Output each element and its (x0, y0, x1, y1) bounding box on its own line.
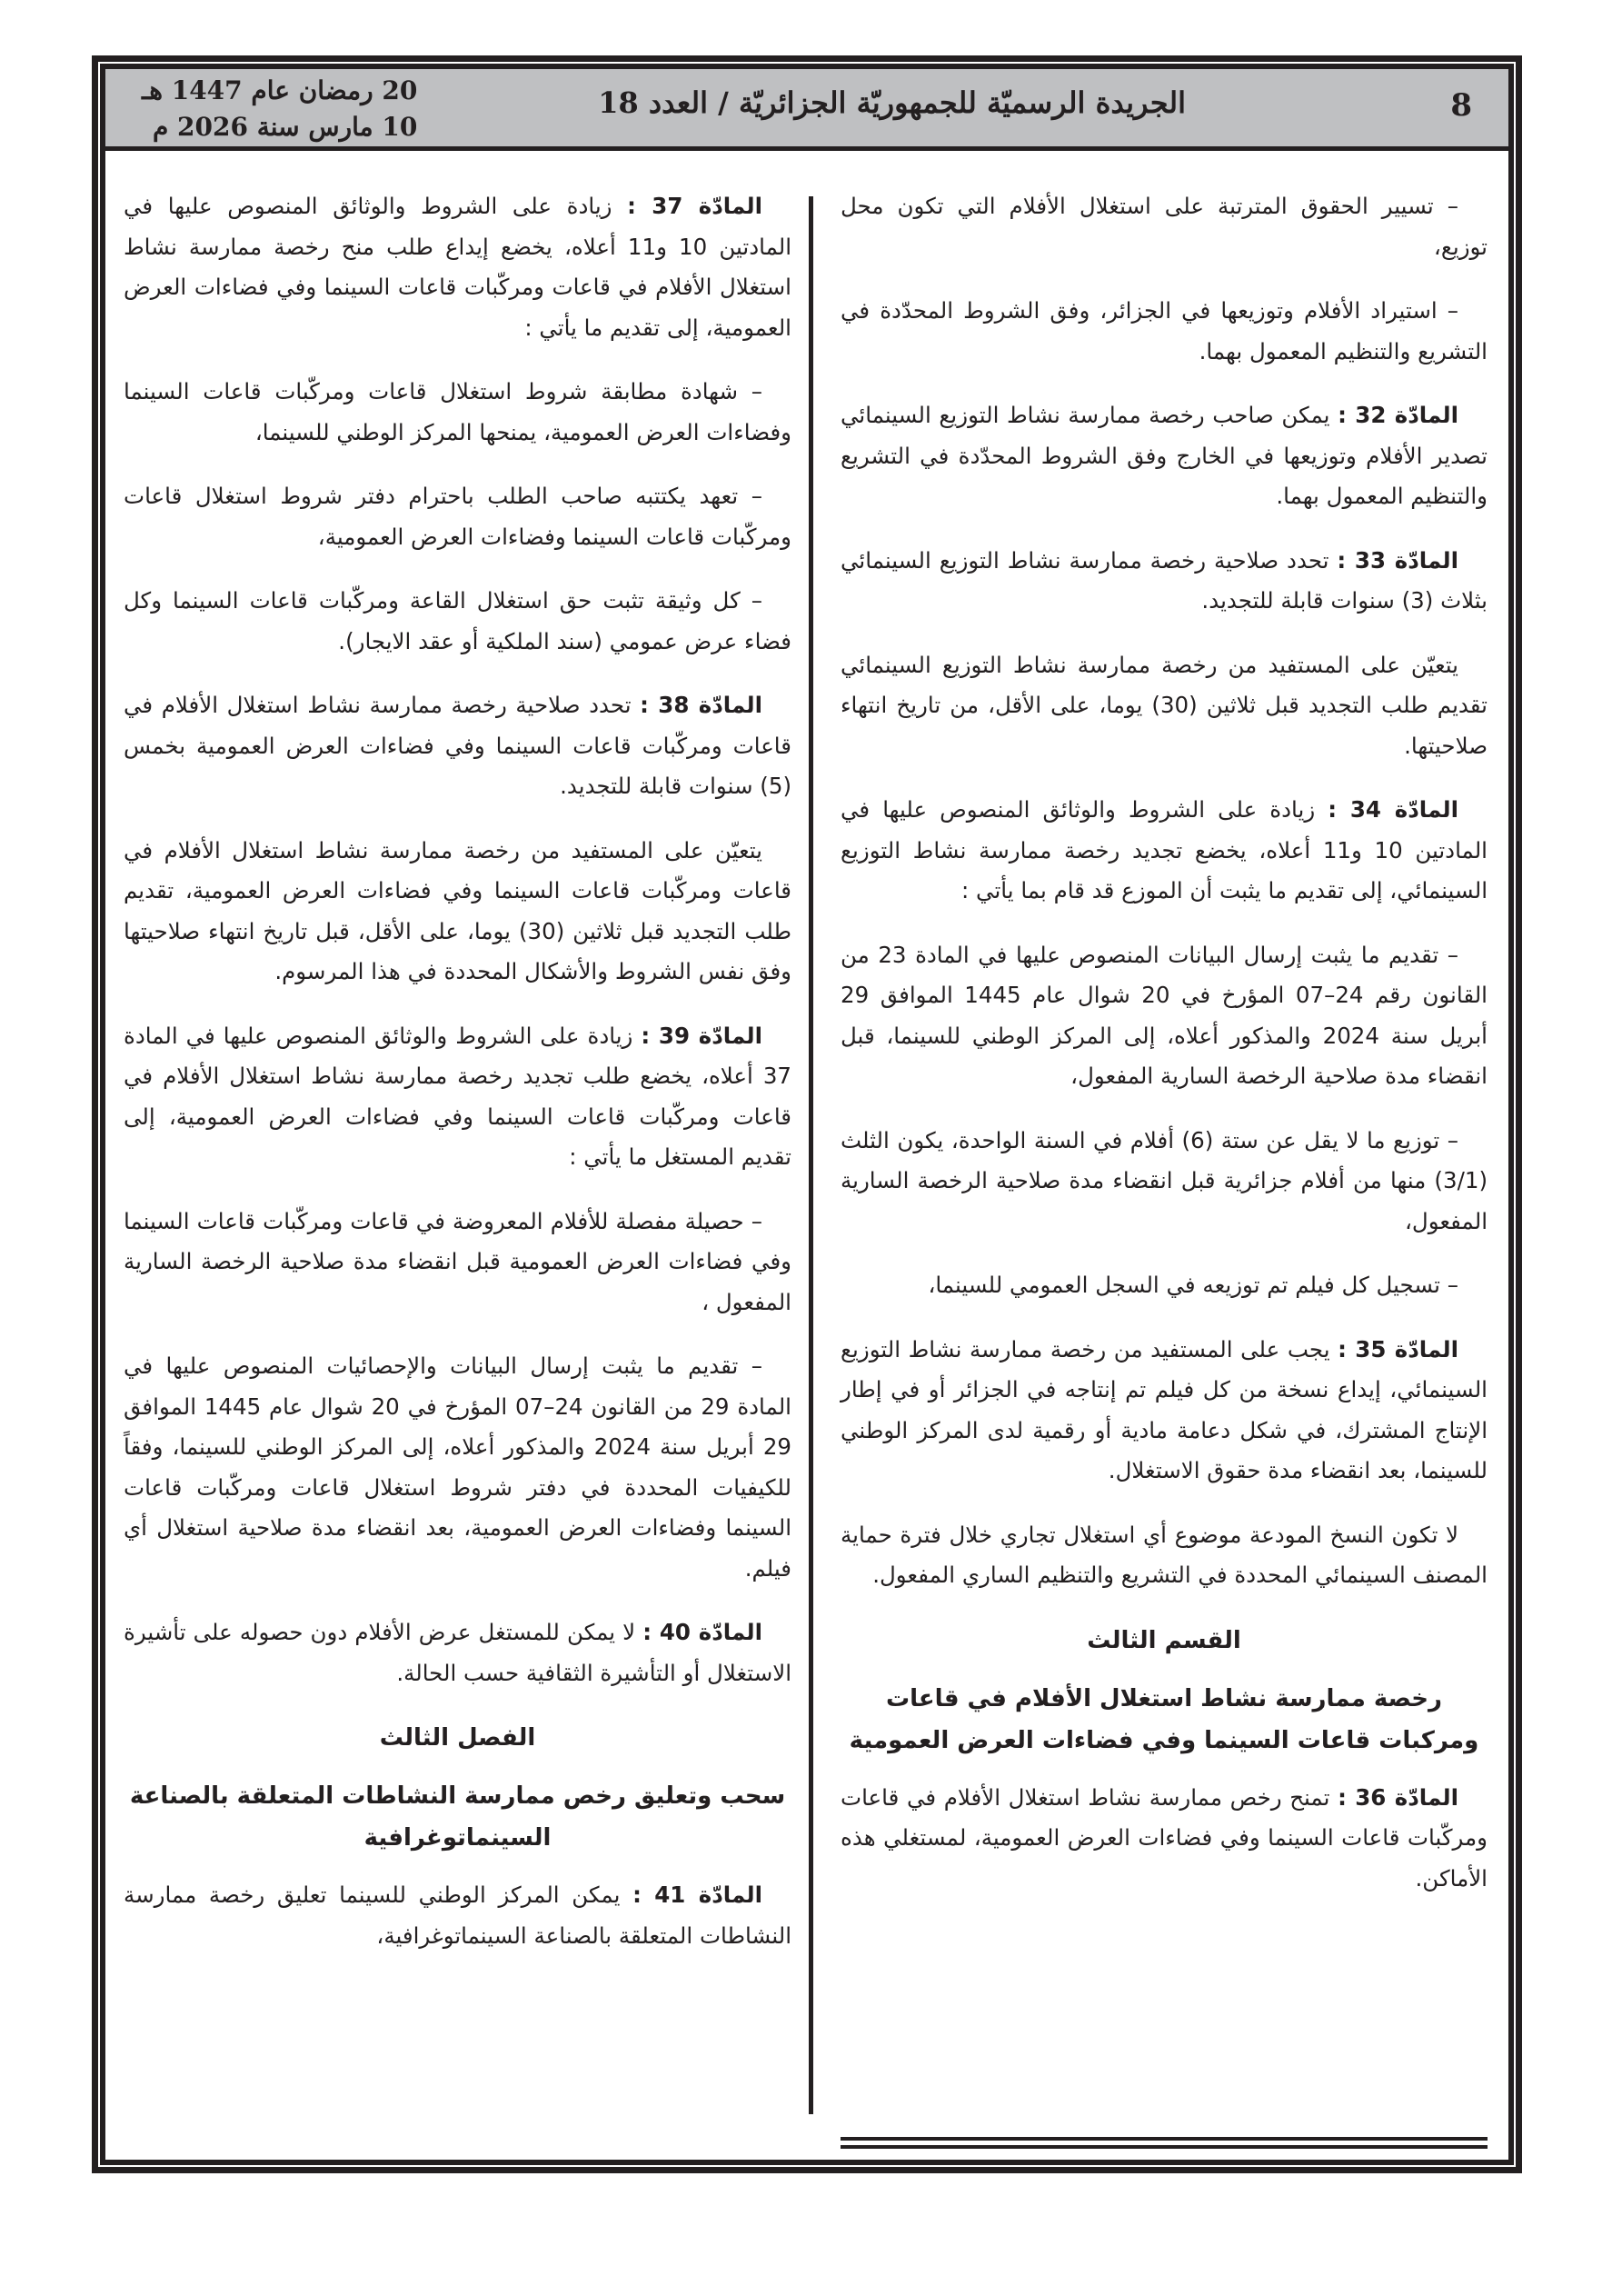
body-paragraph: – استيراد الأفلام وتوزيعها في الجزائر، وفق الشروط المحدّدة في التشريع والتنظيم المعمول بهما. (841, 297, 1488, 364)
article-text: يجب على المستفيد من رخصة ممارسة نشاط التوزيع السينمائي، إيداع نسخة من كل فيلم تم إنتاجه في الجزائر أو في إطار الإنتاج المشترك، في شكل دعامة مادية أو رقمية لدى المركز الوطني للسينما، بعد انقضاء مدة حقوق الاستغلال. (841, 1335, 1488, 1483)
article-paragraph (124, 685, 791, 807)
body-paragraph: – تسجيل كل فيلم تم توزيعه في السجل العمومي للسينما، (928, 1272, 1458, 1298)
article-paragraph (841, 1330, 1488, 1492)
article-text: زيادة على الشروط والوثائق المنصوص عليها في المادتين 10 و11 أعلاه، يخضع تجديد رخصة ممارسة نشاط التوزيع السينمائي، إلى تقديم ما يثبت أن الموزع قد قام بما يأتي : (841, 796, 1488, 903)
body-paragraph: يتعيّن على المستفيد من رخصة ممارسة نشاط استغلال الأفلام في قاعات ومركّبات قاعات السينما وفي فضاءات العرض العمومية، تقديم طلب التجديد قبل ثلاثين (30) يوما، على الأقل، قبل تاريخ انتهاء صلاحيتها وفق نفس الشروط والأشكال المحددة في هذا المرسوم. (124, 836, 791, 984)
body-paragraph: – تسيير الحقوق المترتبة على استغلال الأفلام التي تكون محل توزيع، (841, 193, 1488, 260)
end-rule-right-2 (841, 2145, 1488, 2149)
article-label: المادّة 41 : (632, 1882, 762, 1908)
body-paragraph: – حصيلة مفصلة للأفلام المعروضة في قاعات ومركّبات قاعات السينما وفي فضاءات العرض العمومية قبل انقضاء مدة صلاحية الرخصة السارية المفعول ، (124, 1207, 791, 1315)
article-label: المادّة 35 : (1338, 1335, 1458, 1363)
body-paragraph: – تعهد يكتتبه صاحب الطلب باحترام دفتر شروط استغلال قاعات ومركّبات قاعات السينما وفضاءات العرض العمومية، (124, 483, 791, 550)
body-paragraph: – توزيع ما لا يقل عن ستة (6) أفلام في السنة الواحدة، يكون الثلث (3/1) منها من أفلام جزائرية قبل انقضاء مدة صلاحية الرخصة السارية المفعول، (841, 1126, 1488, 1234)
body-paragraph: – تقديم ما يثبت إرسال البيانات والإحصائيات المنصوص عليها في المادة 29 من القانون 24–07 المؤرخ في 20 شوال عام 1445 الموافق 29 أبريل سنة 2024 والمذكور أعلاه، إلى المركز الوطني للسينما، وفقاً للكيفيات المحددة في دفتر شروط استغلال قاعات ومركّبات قاعات السينما وفضاءات العرض العمومية، بعد انقضاء مدة صلاحية استغلال أي فيلم. (124, 1353, 791, 1582)
body-paragraph: – كل وثيقة تثبت حق استغلال القاعة ومركّبات قاعات السينما وكل فضاء عرض عمومي (سند الملكية أو عقد الايجار). (124, 587, 791, 654)
article-text: تحدد صلاحية رخصة ممارسة نشاط استغلال الأفلام في قاعات ومركّبات قاعات السينما وفي فضاءات العرض العمومية بخمس (5) سنوات قابلة للتجديد. (124, 692, 791, 799)
article-text: يمكن المركز الوطني للسينما تعليق رخصة ممارسة النشاطات المتعلقة بالصناعة السينماتوغرافية، (124, 1882, 791, 1949)
section-heading: الفصل الثالث (379, 1724, 536, 1752)
date-gregorian: 10 مارس سنة 2026 م (152, 112, 418, 142)
article-paragraph (124, 186, 791, 348)
article-text: تمنح رخص ممارسة نشاط استغلال الأفلام في قاعات ومركّبات قاعات السينما وفي فضاءات العرض العمومية، لمستغلي هذه الأماكن. (841, 1783, 1488, 1892)
article-paragraph (841, 541, 1488, 622)
end-rule-right-1 (841, 2137, 1488, 2141)
page-header (105, 69, 1508, 151)
article-text: يمكن صاحب رخصة ممارسة نشاط التوزيع السينمائي تصدير الأفلام وتوزيعها في الخارج وفق الشروط المحدّدة في التشريع والتنظيم المعمول بهما. (841, 402, 1488, 509)
body-paragraph: – تقديم ما يثبت إرسال البيانات المنصوص عليها في المادة 23 من القانون رقم 24–07 المؤرخ في 20 شوال عام 1445 الموافق 29 أبريل سنة 2024 والمذكور أعلاه، إلى المركز الوطني للسينما، قبل انقضاء مدة صلاحية الرخصة السارية المفعول، (841, 941, 1488, 1089)
right-column (841, 186, 1488, 1922)
left-column (124, 186, 791, 1980)
article-label: المادّة 32 : (1338, 402, 1458, 428)
article-paragraph (841, 1778, 1488, 1900)
article-label: المادّة 38 : (640, 692, 762, 718)
article-label: المادّة 34 : (1328, 796, 1458, 823)
page-number: 8 (1450, 87, 1472, 124)
article-paragraph (841, 790, 1488, 912)
section-heading: رخصة ممارسة نشاط استغلال الأفلام في قاعات ومركبات قاعات السينما وفي فضاءات العرض العمومية (849, 1684, 1479, 1754)
body-paragraph: يتعيّن على المستفيد من رخصة ممارسة نشاط التوزيع السينمائي تقديم طلب التجديد قبل ثلاثين (30) يوما، على الأقل، من تاريخ انتهاء صلاحيتها. (841, 651, 1488, 759)
issue-date (142, 73, 417, 145)
body-paragraph: لا تكون النسخ المودعة موضوع أي استغلال تجاري خلال فترة حماية المصنف السينمائي المحددة في التشريع والتنظيم الساري المفعول. (841, 1521, 1488, 1588)
article-label: المادّة 33 : (1337, 546, 1458, 574)
article-text: زيادة على الشروط والوثائق المنصوص عليها في المادتين 10 و11 أعلاه، يخضع إيداع طلب منح رخصة ممارسة نشاط استغلال الأفلام في قاعات ومركّبات قاعات السينما وفي فضاءات العرض العمومية، إلى تقديم ما يأتي : (124, 193, 791, 341)
article-text: تحدد صلاحية رخصة ممارسة نشاط التوزيع السينمائي بثلاث (3) سنوات قابلة للتجديد. (841, 546, 1488, 614)
article-label: المادّة 37 : (627, 193, 762, 219)
article-paragraph (124, 1612, 791, 1693)
article-label: المادّة 36 : (1338, 1783, 1459, 1811)
article-text: لا يمكن للمستغل عرض الأفلام دون حصوله على تأشيرة الاستغلال أو التأشيرة الثقافية حسب الحالة. (124, 1619, 791, 1686)
date-hijri: 20 رمضان عام 1447 هـ (142, 75, 418, 105)
gazette-title: الجريدة الرسميّة للجمهوريّة الجزائريّة / العدد 18 (598, 85, 1186, 120)
article-label: المادّة 39 : (641, 1022, 762, 1049)
section-heading: سحب وتعليق رخص ممارسة النشاطات المتعلقة بالصناعة السينماتوغرافية (129, 1782, 786, 1852)
section-heading: القسم الثالث (1087, 1626, 1241, 1654)
article-paragraph (124, 1875, 791, 1956)
article-paragraph (841, 395, 1488, 517)
column-divider (809, 196, 813, 2114)
article-paragraph (124, 1016, 791, 1178)
article-text: زيادة على الشروط والوثائق المنصوص عليها في المادة 37 أعلاه، يخضع طلب تجديد رخصة ممارسة نشاط استغلال الأفلام في قاعات ومركّبات قاعات السينما وفي فضاءات العرض العمومية، إلى تقديم المستغل ما يأتي : (124, 1022, 791, 1170)
article-label: المادّة 40 : (642, 1619, 763, 1645)
body-paragraph: – شهادة مطابقة شروط استغلال قاعات ومركّبات قاعات السينما وفضاءات العرض العمومية، يمنحها المركز الوطني للسينما، (124, 378, 791, 445)
